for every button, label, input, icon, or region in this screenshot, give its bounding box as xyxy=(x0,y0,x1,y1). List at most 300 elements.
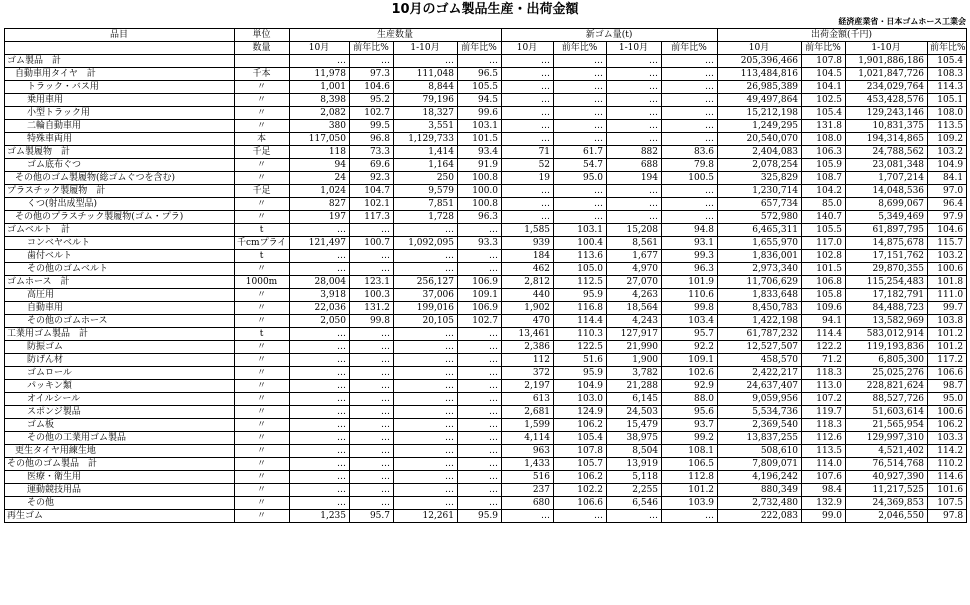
row-value: 110.3 xyxy=(554,328,607,341)
row-value: 102.8 xyxy=(802,250,846,263)
row-unit: 〃 xyxy=(235,484,290,497)
row-value: 112.5 xyxy=(554,276,607,289)
row-value: 657,734 xyxy=(718,198,802,211)
row-value: … xyxy=(394,341,458,354)
row-value: … xyxy=(502,198,554,211)
row-value: … xyxy=(350,380,394,393)
row-value: … xyxy=(554,211,607,224)
row-value: 107.8 xyxy=(802,55,846,68)
row-unit: 千足 xyxy=(235,185,290,198)
row-value: 102.7 xyxy=(458,315,502,328)
row-value: 79.8 xyxy=(662,159,718,172)
row-value: … xyxy=(394,445,458,458)
row-value: … xyxy=(458,263,502,276)
row-value: 12,527,507 xyxy=(718,341,802,354)
row-value: 12,261 xyxy=(394,510,458,523)
header-blank xyxy=(5,42,235,55)
row-value: 101.9 xyxy=(662,276,718,289)
row-value: 94.1 xyxy=(802,315,846,328)
row-item-name: 運動競技用品 xyxy=(5,484,235,497)
row-value: 103.8 xyxy=(928,315,967,328)
row-unit: 〃 xyxy=(235,289,290,302)
row-item-name: 高圧用 xyxy=(5,289,235,302)
row-value: 7,851 xyxy=(394,198,458,211)
row-value: 13,919 xyxy=(607,458,662,471)
row-value: 104.6 xyxy=(350,81,394,94)
row-item-name: その他のゴム製履物(総ゴムぐつを含む) xyxy=(5,172,235,185)
row-value: … xyxy=(290,354,350,367)
row-item-name: ゴム製履物 計 xyxy=(5,146,235,159)
row-value: 25,025,276 xyxy=(846,367,928,380)
row-value: 132.9 xyxy=(802,497,846,510)
sub-header-month: 10月 xyxy=(502,42,554,55)
row-value: 61,787,232 xyxy=(718,328,802,341)
row-unit: 〃 xyxy=(235,471,290,484)
row-value: 105.4 xyxy=(928,55,967,68)
row-value: … xyxy=(607,510,662,523)
row-value: … xyxy=(394,458,458,471)
row-value: 96.4 xyxy=(928,198,967,211)
row-value: 114.0 xyxy=(802,458,846,471)
row-value: 205,396,466 xyxy=(718,55,802,68)
row-value: 8,398 xyxy=(290,94,350,107)
row-value: 107.6 xyxy=(802,471,846,484)
table-row xyxy=(5,55,967,68)
table-row xyxy=(5,471,967,484)
sub-header-cumulative: 1-10月 xyxy=(394,42,458,55)
row-value: 97.8 xyxy=(928,510,967,523)
row-value: 129,997,310 xyxy=(846,432,928,445)
row-value: … xyxy=(662,185,718,198)
header-new-rubber: 新ゴム量(t) xyxy=(502,29,718,42)
row-value: 94.5 xyxy=(458,94,502,107)
row-value: 3,918 xyxy=(290,289,350,302)
row-value: 71.2 xyxy=(802,354,846,367)
row-value: 939 xyxy=(502,237,554,250)
row-value: 4,263 xyxy=(607,289,662,302)
row-value: 95.2 xyxy=(350,94,394,107)
row-value: 105.4 xyxy=(802,107,846,120)
row-value: 22,036 xyxy=(290,302,350,315)
row-value: 127,917 xyxy=(607,328,662,341)
row-value: … xyxy=(458,458,502,471)
row-value: … xyxy=(502,94,554,107)
row-value: 1,902 xyxy=(502,302,554,315)
row-value: 113.6 xyxy=(554,250,607,263)
row-value: … xyxy=(350,458,394,471)
row-value: 14,875,678 xyxy=(846,237,928,250)
row-item-name: 歯付ベルト xyxy=(5,250,235,263)
row-value: 103.9 xyxy=(662,497,718,510)
row-item-name: 医療・衛生用 xyxy=(5,471,235,484)
row-value: … xyxy=(290,406,350,419)
row-value: 84.1 xyxy=(928,172,967,185)
row-value: … xyxy=(290,393,350,406)
row-value: 100.8 xyxy=(458,172,502,185)
row-value: 1,901,886,186 xyxy=(846,55,928,68)
row-value: 109.6 xyxy=(802,302,846,315)
row-unit: 〃 xyxy=(235,432,290,445)
row-value: 2,812 xyxy=(502,276,554,289)
row-value: 880,349 xyxy=(718,484,802,497)
row-value: 109.1 xyxy=(662,354,718,367)
production-table xyxy=(4,28,967,523)
row-value: 101.2 xyxy=(662,484,718,497)
row-value: 24,369,853 xyxy=(846,497,928,510)
row-value: 15,212,198 xyxy=(718,107,802,120)
row-value: 111,048 xyxy=(394,68,458,81)
row-value: 462 xyxy=(502,263,554,276)
row-value: 79,196 xyxy=(394,94,458,107)
row-value: 105.5 xyxy=(458,81,502,94)
row-value: … xyxy=(350,250,394,263)
row-value: 20,540,070 xyxy=(718,133,802,146)
row-value: … xyxy=(607,94,662,107)
row-value: 24,788,562 xyxy=(846,146,928,159)
row-value: 105.5 xyxy=(802,224,846,237)
row-value: 6,546 xyxy=(607,497,662,510)
row-value: 1,728 xyxy=(394,211,458,224)
row-value: 129,243,146 xyxy=(846,107,928,120)
row-value: 4,243 xyxy=(607,315,662,328)
row-value: 101.6 xyxy=(928,484,967,497)
row-value: 1,024 xyxy=(290,185,350,198)
row-item-name: くつ(射出成型品) xyxy=(5,198,235,211)
row-value: 13,837,255 xyxy=(718,432,802,445)
row-value: … xyxy=(662,68,718,81)
row-value: 106.9 xyxy=(458,302,502,315)
row-value: 95.0 xyxy=(554,172,607,185)
row-value: 13,582,969 xyxy=(846,315,928,328)
row-value: 100.6 xyxy=(928,263,967,276)
row-value: 69.6 xyxy=(350,159,394,172)
row-value: 1,422,198 xyxy=(718,315,802,328)
row-value: 24 xyxy=(290,172,350,185)
row-value: … xyxy=(290,367,350,380)
row-value: 2,255 xyxy=(607,484,662,497)
row-value: 1,249,295 xyxy=(718,120,802,133)
row-value: 184 xyxy=(502,250,554,263)
row-value: 5,534,736 xyxy=(718,406,802,419)
row-value: 85.0 xyxy=(802,198,846,211)
row-unit: 〃 xyxy=(235,107,290,120)
sub-header-month: 10月 xyxy=(290,42,350,55)
row-value: 222,083 xyxy=(718,510,802,523)
row-value: 18,564 xyxy=(607,302,662,315)
row-value: 102.6 xyxy=(662,367,718,380)
row-value: … xyxy=(350,432,394,445)
row-value: … xyxy=(502,133,554,146)
row-value: … xyxy=(290,471,350,484)
row-value: … xyxy=(554,510,607,523)
row-value: … xyxy=(458,497,502,510)
row-value: 117.0 xyxy=(802,237,846,250)
row-value: … xyxy=(554,185,607,198)
row-value: 1,414 xyxy=(394,146,458,159)
row-value: 4,970 xyxy=(607,263,662,276)
row-value: … xyxy=(607,211,662,224)
row-value: … xyxy=(350,484,394,497)
row-value: 1,599 xyxy=(502,419,554,432)
row-value: 97.3 xyxy=(350,68,394,81)
row-value: 100.4 xyxy=(554,237,607,250)
row-unit: 千cmプライ xyxy=(235,237,290,250)
row-value: … xyxy=(458,55,502,68)
row-value: 103.4 xyxy=(662,315,718,328)
row-value: 17,151,762 xyxy=(846,250,928,263)
table-row xyxy=(5,289,967,302)
row-value: 372 xyxy=(502,367,554,380)
row-value: … xyxy=(394,263,458,276)
row-item-name: ゴム底布ぐつ xyxy=(5,159,235,172)
row-value: 2,197 xyxy=(502,380,554,393)
row-item-name: コンベヤベルト xyxy=(5,237,235,250)
row-value: 103.2 xyxy=(928,146,967,159)
table-row xyxy=(5,315,967,328)
row-value: … xyxy=(607,198,662,211)
row-value: 440 xyxy=(502,289,554,302)
row-value: 15,208 xyxy=(607,224,662,237)
table-row xyxy=(5,107,967,120)
sub-header-cumulative: 1-10月 xyxy=(846,42,928,55)
row-value: 92.3 xyxy=(350,172,394,185)
row-value: 96.5 xyxy=(458,68,502,81)
row-value: 99.0 xyxy=(802,510,846,523)
row-unit: t xyxy=(235,250,290,263)
row-value: 112.6 xyxy=(802,432,846,445)
table-row xyxy=(5,302,967,315)
table-row xyxy=(5,133,967,146)
row-value: … xyxy=(350,419,394,432)
row-value: … xyxy=(662,198,718,211)
row-value: 101.5 xyxy=(458,133,502,146)
row-value: 51.6 xyxy=(554,354,607,367)
row-value: 95.9 xyxy=(554,289,607,302)
row-value: 21,288 xyxy=(607,380,662,393)
row-value: … xyxy=(350,354,394,367)
row-value: … xyxy=(458,354,502,367)
table-row xyxy=(5,419,967,432)
row-item-name: 更生タイヤ用練生地 xyxy=(5,445,235,458)
row-unit: 〃 xyxy=(235,81,290,94)
row-value: … xyxy=(458,380,502,393)
row-value: 93.7 xyxy=(662,419,718,432)
row-value: … xyxy=(458,419,502,432)
row-unit: 〃 xyxy=(235,497,290,510)
row-value: 23,081,348 xyxy=(846,159,928,172)
row-value: … xyxy=(458,393,502,406)
row-value: 100.6 xyxy=(928,406,967,419)
header-shipment: 出荷金額(千円) xyxy=(718,29,967,42)
row-value: … xyxy=(554,55,607,68)
row-value: 4,196,242 xyxy=(718,471,802,484)
row-value: … xyxy=(394,250,458,263)
row-value: 103.2 xyxy=(928,250,967,263)
row-value: 92.2 xyxy=(662,341,718,354)
row-value: … xyxy=(502,185,554,198)
row-value: 325,829 xyxy=(718,172,802,185)
row-value: … xyxy=(662,510,718,523)
row-value: 114.3 xyxy=(928,81,967,94)
row-value: 103.1 xyxy=(554,224,607,237)
row-value: 91.9 xyxy=(458,159,502,172)
row-value: … xyxy=(502,120,554,133)
row-value: 114.6 xyxy=(928,471,967,484)
row-value: 103.3 xyxy=(928,432,967,445)
row-value: 51,603,614 xyxy=(846,406,928,419)
table-row xyxy=(5,237,967,250)
table-row xyxy=(5,458,967,471)
row-value: 102.7 xyxy=(350,107,394,120)
row-value: 2,732,480 xyxy=(718,497,802,510)
row-value: 100.0 xyxy=(458,185,502,198)
row-value: 121,497 xyxy=(290,237,350,250)
row-value: 106.5 xyxy=(662,458,718,471)
row-value: 827 xyxy=(290,198,350,211)
row-item-name: 乗用車用 xyxy=(5,94,235,107)
row-value: 1,092,095 xyxy=(394,237,458,250)
row-unit: 〃 xyxy=(235,510,290,523)
row-value: 2,386 xyxy=(502,341,554,354)
row-value: 93.1 xyxy=(662,237,718,250)
row-value: 1,655,970 xyxy=(718,237,802,250)
row-value: … xyxy=(662,133,718,146)
row-value: 2,973,340 xyxy=(718,263,802,276)
row-value: 105.8 xyxy=(802,289,846,302)
row-value: 199,016 xyxy=(394,302,458,315)
row-value: 114.4 xyxy=(802,328,846,341)
row-value: 92.9 xyxy=(662,380,718,393)
sub-header-yoy: 前年比% xyxy=(458,42,502,55)
row-value: … xyxy=(607,68,662,81)
row-value: 83.6 xyxy=(662,146,718,159)
row-value: 21,990 xyxy=(607,341,662,354)
row-value: … xyxy=(554,133,607,146)
row-value: 97.9 xyxy=(928,211,967,224)
row-value: 1,585 xyxy=(502,224,554,237)
row-value: 99.7 xyxy=(928,302,967,315)
row-value: 2,078,254 xyxy=(718,159,802,172)
row-value: 15,479 xyxy=(607,419,662,432)
row-unit: 〃 xyxy=(235,458,290,471)
row-value: … xyxy=(290,445,350,458)
row-value: 2,681 xyxy=(502,406,554,419)
row-value: 26,985,389 xyxy=(718,81,802,94)
row-value: … xyxy=(607,107,662,120)
row-value: … xyxy=(290,250,350,263)
row-item-name: 自動車用 xyxy=(5,302,235,315)
row-value: 98.4 xyxy=(802,484,846,497)
row-value: … xyxy=(554,198,607,211)
row-value: … xyxy=(607,55,662,68)
row-value: 100.7 xyxy=(350,237,394,250)
row-value: … xyxy=(394,354,458,367)
row-value: … xyxy=(458,250,502,263)
row-value: 963 xyxy=(502,445,554,458)
row-unit: 〃 xyxy=(235,94,290,107)
row-item-name: 自動車用タイヤ 計 xyxy=(5,68,235,81)
row-item-name: 防振ゴム xyxy=(5,341,235,354)
row-value: 114.2 xyxy=(928,445,967,458)
row-value: 71 xyxy=(502,146,554,159)
row-value: 516 xyxy=(502,471,554,484)
row-unit: 〃 xyxy=(235,380,290,393)
row-value: 95.9 xyxy=(458,510,502,523)
table-body xyxy=(5,55,967,523)
row-value: 102.1 xyxy=(350,198,394,211)
row-value: 108.7 xyxy=(802,172,846,185)
row-value: … xyxy=(394,328,458,341)
table-row xyxy=(5,341,967,354)
row-value: … xyxy=(290,341,350,354)
row-value: … xyxy=(290,328,350,341)
row-value: … xyxy=(394,497,458,510)
row-value: 11,706,629 xyxy=(718,276,802,289)
row-unit: 〃 xyxy=(235,367,290,380)
row-unit: 〃 xyxy=(235,315,290,328)
row-value: … xyxy=(662,94,718,107)
row-unit: 〃 xyxy=(235,419,290,432)
row-value: 114.4 xyxy=(554,315,607,328)
table-row xyxy=(5,211,967,224)
row-value: … xyxy=(502,107,554,120)
row-value: 680 xyxy=(502,497,554,510)
row-value: 105.1 xyxy=(928,94,967,107)
row-value: 688 xyxy=(607,159,662,172)
row-value: 37,006 xyxy=(394,289,458,302)
row-value: … xyxy=(458,341,502,354)
row-value: 20,105 xyxy=(394,315,458,328)
row-value: … xyxy=(502,68,554,81)
row-value: 54.7 xyxy=(554,159,607,172)
row-value: 131.2 xyxy=(350,302,394,315)
row-value: 458,570 xyxy=(718,354,802,367)
row-value: 5,118 xyxy=(607,471,662,484)
table-row xyxy=(5,367,967,380)
row-value: 113.0 xyxy=(802,380,846,393)
row-value: 95.6 xyxy=(662,406,718,419)
row-value: 119.7 xyxy=(802,406,846,419)
row-value: 100.8 xyxy=(458,198,502,211)
row-value: 24,637,407 xyxy=(718,380,802,393)
row-value: 99.5 xyxy=(350,120,394,133)
row-value: 105.7 xyxy=(554,458,607,471)
row-value: 99.6 xyxy=(458,107,502,120)
row-value: 99.8 xyxy=(350,315,394,328)
row-value: … xyxy=(290,224,350,237)
row-value: 8,450,783 xyxy=(718,302,802,315)
row-value: 107.2 xyxy=(802,393,846,406)
row-item-name: ゴムホース 計 xyxy=(5,276,235,289)
row-value: 13,461 xyxy=(502,328,554,341)
table-row xyxy=(5,510,967,523)
table-row xyxy=(5,250,967,263)
sub-header-yoy: 前年比% xyxy=(928,42,967,55)
row-value: 102.5 xyxy=(802,94,846,107)
row-value: 380 xyxy=(290,120,350,133)
row-value: 111.0 xyxy=(928,289,967,302)
row-value: 1,129,733 xyxy=(394,133,458,146)
row-value: … xyxy=(458,367,502,380)
row-value: 99.8 xyxy=(662,302,718,315)
row-value: 14,048,536 xyxy=(846,185,928,198)
row-value: 2,050 xyxy=(290,315,350,328)
row-unit: 〃 xyxy=(235,445,290,458)
row-value: 119,193,836 xyxy=(846,341,928,354)
row-unit: 〃 xyxy=(235,341,290,354)
row-value: 112 xyxy=(502,354,554,367)
row-value: 38,975 xyxy=(607,432,662,445)
